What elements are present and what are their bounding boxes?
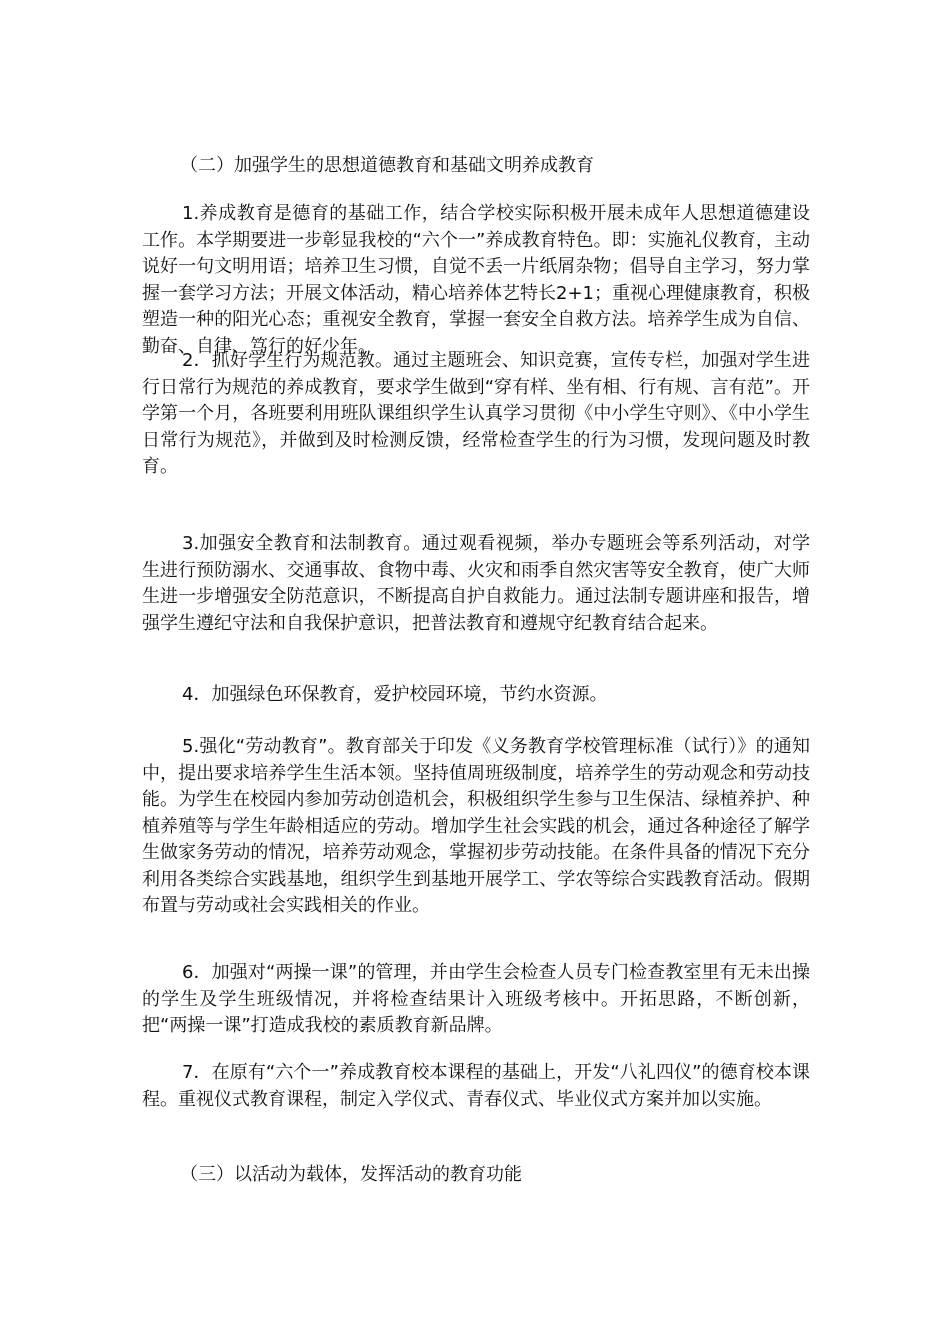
paragraph-6: 6．加强对“两操一课”的管理，并由学生会检查人员专门检查教室里有无未出操的学生及学生班级情况，并将检查结果计入班级考核中。开拓思路，不断创新，把“两操一课”打造成我校的素质教育新品牌。 [142,962,810,1036]
paragraph-2: 2．抓好学生行为规范教。通过主题班会、知识竞赛，宣传专栏，加强对学生进行日常行为规范的养成教育，要求学生做到“穿有样、坐有相、行有规、言有范”。开学第一个月，各班要利用班队课组织学生认真学习贯彻《中小学生守则》、《中小学生日常行为规范》，并做到及时检测反馈，经常检查学生的行为习惯，发现问题及时教育。 [142,350,810,477]
paragraph-3: 3.加强安全教育和法制教育。通过观看视频，举办专题班会等系列活动，对学生进行预防溺水、交通事故、食物中毒、火灾和雨季自然灾害等安全教育，使广大师生进一步增强安全防范意识，不断提高自护自救能力。通过法制专题讲座和报告，增强学生遵纪守法和自我保护意识，把普法教育和遵规守纪教育结合起来。 [142,533,810,634]
paragraph-1: 1.养成教育是德育的基础工作，结合学校实际积极开展未成年人思想道德建设工作。本学期要进一步彰显我校的“六个一”养成教育特色。即：实施礼仪教育，主动说好一句文明用语；培养卫生习惯，自觉不丢一片纸屑杂物；倡导自主学习，努力掌握一套学习方法；开展文体活动，精心培养体艺特长2+1；重视心理健康教育，积极塑造一种的阳光心态；重视安全教育，掌握一套安全自救方法。培养学生成为自信、勤奋、自律、笃行的好少年。 [142,203,810,357]
paragraph-7: 7．在原有“六个一”养成教育校本课程的基础上，开发“八礼四仪”的德育校本课程。重视仪式教育课程，制定入学仪式、青春仪式、毕业仪式方案并加以实施。 [142,1062,810,1110]
section-heading-2: （二）加强学生的思想道德教育和基础文明养成教育 [180,155,594,176]
section-heading-3: （三）以活动为载体，发挥活动的教育功能 [180,1164,522,1185]
paragraph-4: 4．加强绿色环保教育，爱护校园环境，节约水资源。 [182,684,608,705]
paragraph-5: 5.强化“劳动教育”。教育部关于印发《义务教育学校管理标准（试行）》的通知中，提出要求培养学生生活本领。坚持值周班级制度，培养学生的劳动观念和劳动技能。为学生在校园内参加劳动创造机会，积极组织学生参与卫生保洁、绿植养护、种植养殖等与学生年龄相适应的劳动。增加学生社会实践的机会，通过各种途径了解学生做家务劳动的情况，培养劳动观念，掌握初步劳动技能。在条件具备的情况下充分利用各类综合实践基地，组织学生到基地开展学工、学农等综合实践教育活动。假期布置与劳动或社会实践相关的作业。 [142,736,810,916]
